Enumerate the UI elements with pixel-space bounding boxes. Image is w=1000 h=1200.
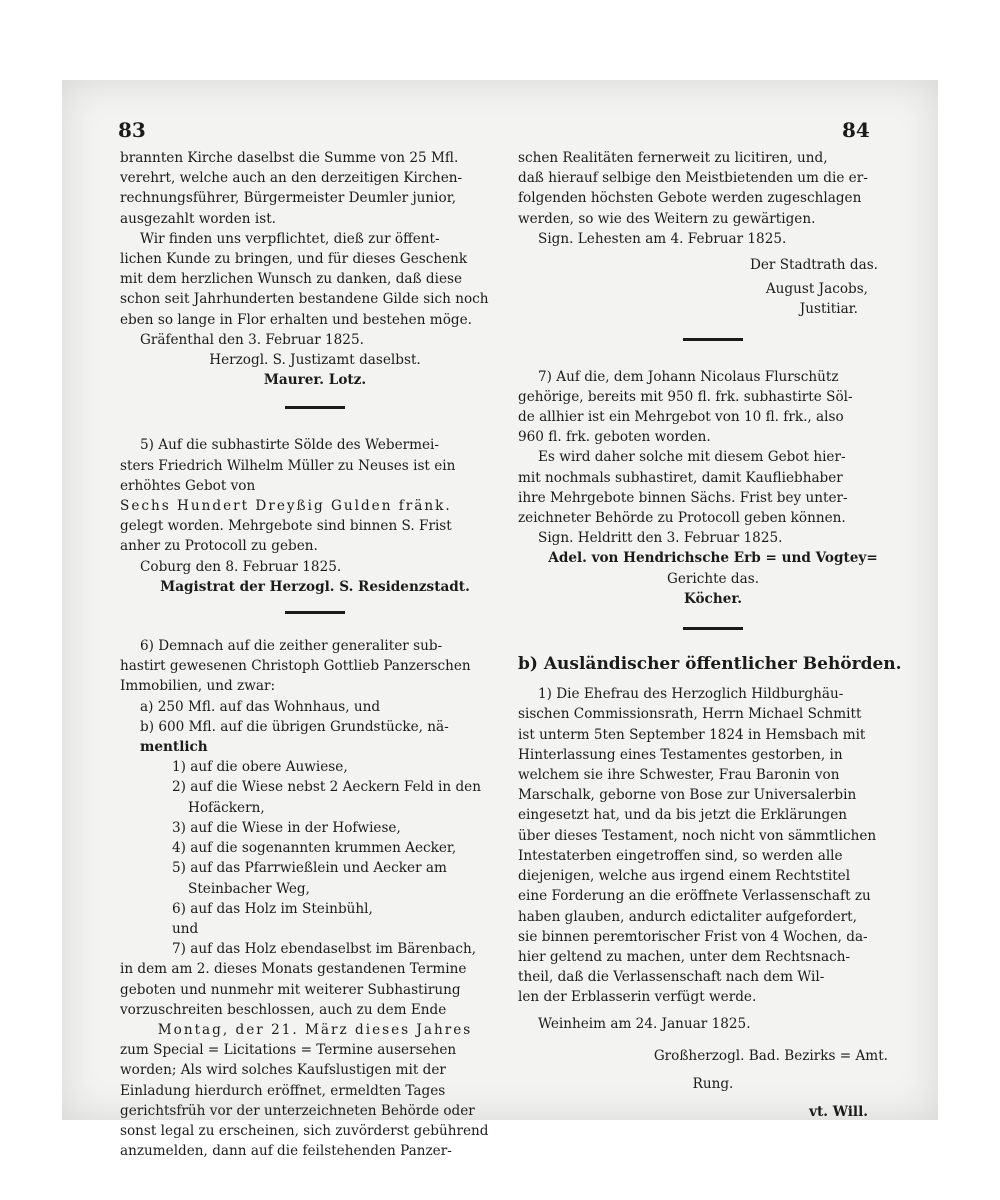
text-line: ihre Mehrgebote binnen Sächs. Frist bey unter-	[518, 489, 848, 506]
text-line: eine Forderung an die eröffnete Verlassenschaft zu	[518, 888, 871, 905]
text-line: Es wird daher solche mit diesem Gebot hier-	[538, 449, 846, 466]
text-line: 7) Auf die, dem Johann Nicolaus Flurschütz	[538, 368, 839, 385]
page-number-right: 84	[842, 118, 870, 142]
text-line: folgenden höchsten Gebote werden zugeschlagen	[518, 190, 862, 207]
list-item: 6) auf das Holz im Steinbühl,	[172, 900, 373, 917]
text-line: Einladung hierdurch eröffnet, ermeldten Tages	[120, 1082, 446, 1099]
text-line: anzumelden, dann auf die feilstehenden Panzer-	[120, 1143, 452, 1160]
signature-authority: Gerichte das.	[666, 570, 760, 587]
signature-name: August Jacobs,	[765, 281, 868, 298]
signature-name: Köcher.	[683, 590, 743, 607]
signature-authority: Adel. von Hendrichsche Erb = und Vogtey=	[548, 550, 878, 567]
text-line: len der Erblasserin verfügt werde.	[518, 989, 757, 1006]
text-line: erhöhtes Gebot von	[120, 477, 256, 494]
text-line: gerichtsfrüh vor der unterzeichneten Behörde oder	[120, 1102, 475, 1119]
text-line: welchem sie ihre Schwester, Frau Baronin von	[518, 767, 840, 784]
text-line: gehörige, bereits mit 950 fl. frk. subhastirte Söl-	[518, 388, 853, 405]
text-line: anher zu Protocoll zu geben.	[120, 538, 318, 555]
text-line: ausgezahlt worden ist.	[120, 210, 276, 227]
date-line: Coburg den 8. Februar 1825.	[140, 558, 342, 575]
text-line: ist unterm 5ten September 1824 in Hemsbach mit	[518, 726, 866, 743]
text-line: Immobilien, und zwar:	[120, 678, 276, 695]
text-line: hier geltend zu machen, unter dem Rechtsnach-	[518, 948, 851, 965]
text-line: 1) Die Ehefrau des Herzoglich Hildburghäu-	[538, 686, 844, 703]
text-line: worden; Als wird solches Kaufslustigen mit der	[120, 1062, 446, 1079]
text-line: haben glauben, andurch edictaliter aufgefordert,	[518, 908, 857, 925]
text-line: zeichneter Behörde zu Protocoll geben können.	[518, 510, 846, 527]
text-line: rechnungsführer, Bürgermeister Deumler junior,	[120, 190, 457, 207]
signature-authority: Der Stadtrath das.	[749, 257, 878, 274]
list-item: 2) auf die Wiese nebst 2 Aeckern Feld in den	[172, 779, 481, 796]
right-column	[518, 148, 908, 1122]
text-line: schen Realitäten fernerweit zu licitiren, und,	[518, 150, 828, 166]
text-line: Hofäckern,	[188, 799, 265, 816]
text-line: 6) Demnach auf die zeither generaliter sub-	[140, 638, 443, 655]
text-line: sters Friedrich Wilhelm Müller zu Neuses ist ein	[120, 457, 456, 474]
text-line: über dieses Testament, noch nicht von sämmtlichen	[518, 827, 877, 844]
page-number-left: 83	[118, 118, 146, 142]
text-line: Wir finden uns verpflichtet, dieß zur öffent-	[140, 230, 440, 247]
date-line: Montag, der 21. März dieses Jahres	[157, 1021, 473, 1038]
list-item: 7) auf das Holz ebendaselbst im Bärenbach,	[172, 941, 477, 958]
text-line: theil, daß die Verlassenschaft nach dem Wil-	[518, 969, 825, 986]
text-line: 5) Auf die subhastirte Sölde des Webermei-	[140, 437, 440, 454]
text-line: werden, so wie des Weitern zu gewärtigen.	[518, 210, 816, 227]
text-line: vorzuschreiten beschlossen, auch zu dem Ende	[120, 1001, 447, 1018]
text-line: Steinbacher Weg,	[188, 880, 310, 897]
text-line: eingesetzt hat, und da bis jetzt die Erklärungen	[518, 807, 847, 824]
list-item: b) 600 Mfl. auf die übrigen Grundstücke, nä-	[140, 718, 449, 735]
text-line: gelegt worden. Mehrgebote sind binnen S. Frist	[120, 518, 452, 535]
text-line: mit nochmals subhastiret, damit Kaufliebhaber	[518, 469, 843, 486]
left-column	[120, 148, 510, 1161]
signature-authority: Großherzogl. Bad. Bezirks = Amt.	[653, 1047, 888, 1064]
text-line: brannten Kirche daselbst die Summe von 25 Mfl.	[120, 150, 459, 166]
text-line: sischen Commissionsrath, Herrn Michael Schmitt	[518, 706, 862, 723]
text-line: hastirt gewesenen Christoph Gottlieb Panzerschen	[120, 658, 471, 675]
text-line: zum Special = Licitations = Termine ausersehen	[120, 1042, 457, 1059]
list-item: 4) auf die sogenannten krummen Aecker,	[172, 840, 457, 857]
text-line: daß hierauf selbige den Meistbietenden um die er-	[518, 170, 868, 187]
list-item: 1) auf die obere Auwiese,	[172, 759, 348, 776]
signature-authority: Herzogl. S. Justizamt daselbst.	[209, 352, 421, 369]
text-line: Sechs Hundert Dreyßig Gulden fränk.	[120, 498, 452, 515]
text-line: mit dem herzlichen Wunsch zu danken, daß diese	[120, 271, 463, 288]
text-line: geboten und nunmehr mit weiterer Subhastirung	[120, 981, 461, 998]
text-line: und	[172, 920, 199, 937]
text-line: Hinterlassung eines Testamentes gestorben, in	[518, 746, 843, 763]
text-line: lichen Kunde zu bringen, und für dieses Geschenk	[120, 251, 468, 268]
date-line: Sign. Heldritt den 3. Februar 1825.	[538, 530, 783, 547]
text-line: verehrt, welche auch an den derzeitigen Kirchen-	[120, 170, 463, 187]
date-line: Sign. Lehesten am 4. Februar 1825.	[538, 230, 787, 247]
text-line: in dem am 2. dieses Monats gestandenen Termine	[120, 961, 467, 978]
date-line: Weinheim am 24. Januar 1825.	[538, 1015, 751, 1032]
text-line: mentlich	[140, 739, 208, 756]
text-line: 960 fl. frk. geboten worden.	[518, 429, 711, 446]
text-line: diejenigen, welche aus irgend einem Rechtstitel	[518, 868, 851, 885]
date-line: Gräfenthal den 3. Februar 1825.	[140, 331, 364, 348]
signature-name: vt. Will.	[809, 1104, 868, 1121]
text-line: sie binnen peremtorischer Frist von 4 Wochen, da-	[518, 928, 868, 945]
signature-names: Maurer. Lotz.	[263, 372, 367, 389]
list-item: 5) auf das Pfarrwießlein und Aecker am	[172, 860, 447, 877]
text-line: Intestaterben eingetroffen sind, so werden alle	[518, 847, 843, 864]
section-heading: b) Ausländischer öffentlicher Behörden.	[518, 654, 902, 675]
list-item: a) 250 Mfl. auf das Wohnhaus, und	[140, 698, 381, 715]
text-line: schon seit Jahrhunderten bestandene Gilde sich noch	[120, 291, 489, 308]
signature-title: Justitiar.	[799, 301, 858, 318]
text-line: eben so lange in Flor erhalten und bestehen möge.	[120, 311, 472, 328]
text-line: de allhier ist ein Mehrgebot von 10 fl. frk., also	[518, 409, 844, 426]
text-line: Marschalk, geborne von Bose zur Universalerbin	[518, 787, 857, 804]
signature-authority: Magistrat der Herzogl. S. Residenzstadt.	[160, 578, 470, 595]
signature-name: Rung.	[692, 1075, 734, 1092]
text-line: sonst legal zu erscheinen, sich zuvörderst gebührend	[120, 1122, 489, 1139]
list-item: 3) auf die Wiese in der Hofwiese,	[172, 819, 401, 836]
